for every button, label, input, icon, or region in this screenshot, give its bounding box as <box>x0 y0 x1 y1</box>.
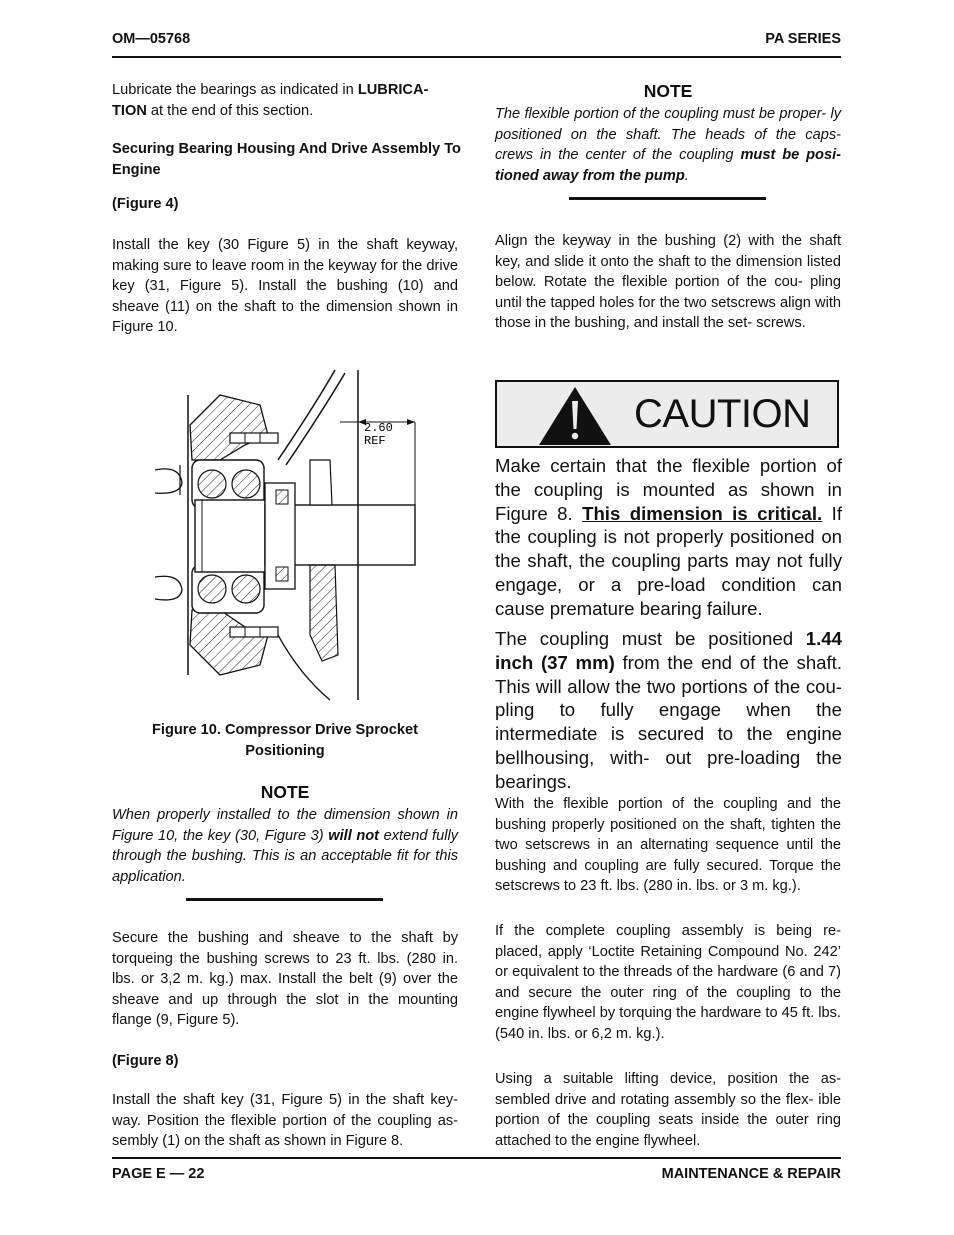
note-text-right: The flexible portion of the coupling must be proper- ly positioned on the shaft. The heads of the caps- crews in the center of the coupling must be posi- tioned away from the pump. <box>495 106 841 184</box>
caution-banner <box>495 380 839 448</box>
dimension-ref: REF <box>364 434 386 448</box>
replace-coupling-paragraph: If the complete coupling assembly is being re- placed, apply ‘Loctite Retaining Compound No. 242’ or equivalent to the threads of the hardware (6 and 7) and secure the outer ring of the coupling to the engine flywheel by torquing the hardware to 45 ft. lbs. (540 in. lbs. or 6,2 m. kg.). <box>495 923 841 1042</box>
note-title-right: NOTE <box>643 81 693 101</box>
note-text-left: When properly installed to the dimension shown in Figure 10, the key (30, Figure 3) will not extend fully through the bushing. This is an acceptable fit for this application. <box>112 807 458 885</box>
tighten-setscrews-paragraph: With the flexible portion of the coupling and the bushing properly positioned on the shaft, tighten the two setscrews in an alternating sequence until the bushing and coupling are fully secured. Torque the setscrews to 23 ft. lbs. (280 in. lbs. or 3 m. kg.). <box>495 796 841 895</box>
caution-label: CAUTION <box>634 392 811 436</box>
note-divider-right <box>569 197 766 200</box>
warning-triangle-icon <box>537 385 613 447</box>
secure-bushing-paragraph: Secure the bushing and sheave to the shaft by torqueing the bushing screws to 23 ft. lbs. (280 in. lbs. or 3,2 m. kg.) max. Install the belt (9) over the sheave and up through the slot in the mounting flange (9, Figure 5). <box>112 930 458 1029</box>
securing-heading: Securing Bearing Housing And Drive Assembly To Engine <box>112 141 461 178</box>
dimension-value: 2.60 <box>364 421 393 435</box>
install-key-paragraph: Install the key (30 Figure 5) in the shaft keyway, making sure to leave room in the keyway for the drive key (31, Figure 5). Install the bushing (10) and sheave (11) on the shaft to the dimension shown in Figure 10. <box>112 237 458 336</box>
note-divider-left <box>186 898 383 901</box>
page-number: PAGE E — 22 <box>112 1166 205 1182</box>
document-number: OM—05768 <box>112 31 191 47</box>
figure-8-reference: (Figure 8) <box>112 1053 179 1069</box>
series-title: PA SERIES <box>765 31 841 47</box>
shaft-key-paragraph: Install the shaft key (31, Figure 5) in the shaft key- way. Position the flexible portion of the coupling as- sembly (1) on the shaft as shown in Figure 8. <box>112 1092 458 1150</box>
figure-4-reference: (Figure 4) <box>112 196 179 212</box>
compressor-drive-sprocket-figure <box>150 365 420 705</box>
section-title: MAINTENANCE & REPAIR <box>661 1166 841 1182</box>
figure-caption: Figure 10. Compressor Drive Sprocket Positioning <box>151 722 419 759</box>
note-title-left: NOTE <box>260 782 310 802</box>
align-keyway-paragraph: Align the keyway in the bushing (2) with the shaft key, and slide it onto the shaft to the dimension listed below. Rotate the flexible portion of the cou- pling until the tapped holes for the two setscrews align with those in the bushing, and install the set- screws. <box>495 233 841 332</box>
caution-paragraph-2: The coupling must be positioned 1.44 inch (37 mm) from the end of the shaft. This will allow the two portions of the cou- pling to fully engage when the intermediate is secured to the engine bellhousing, with- out pre-loading the bearings. <box>495 628 842 792</box>
header-rule <box>112 56 841 58</box>
footer-rule <box>112 1157 841 1159</box>
lubricate-paragraph: Lubricate the bearings as indicated in LUBRICA- TION at the end of this section. <box>112 82 429 119</box>
lifting-device-paragraph: Using a suitable lifting device, position the as- sembled drive and rotating assembly so the flex- ible portion of the coupling seats inside the outer ring attached to the engine flywheel. <box>495 1071 841 1149</box>
caution-paragraph-1: Make certain that the flexible portion of the coupling is mounted as shown in Figure 8. This dimension is critical. If the coupling is not properly positioned on the shaft, the coupling parts may not fully engage, or a pre-load condition can cause premature bearing failure. <box>495 455 843 619</box>
